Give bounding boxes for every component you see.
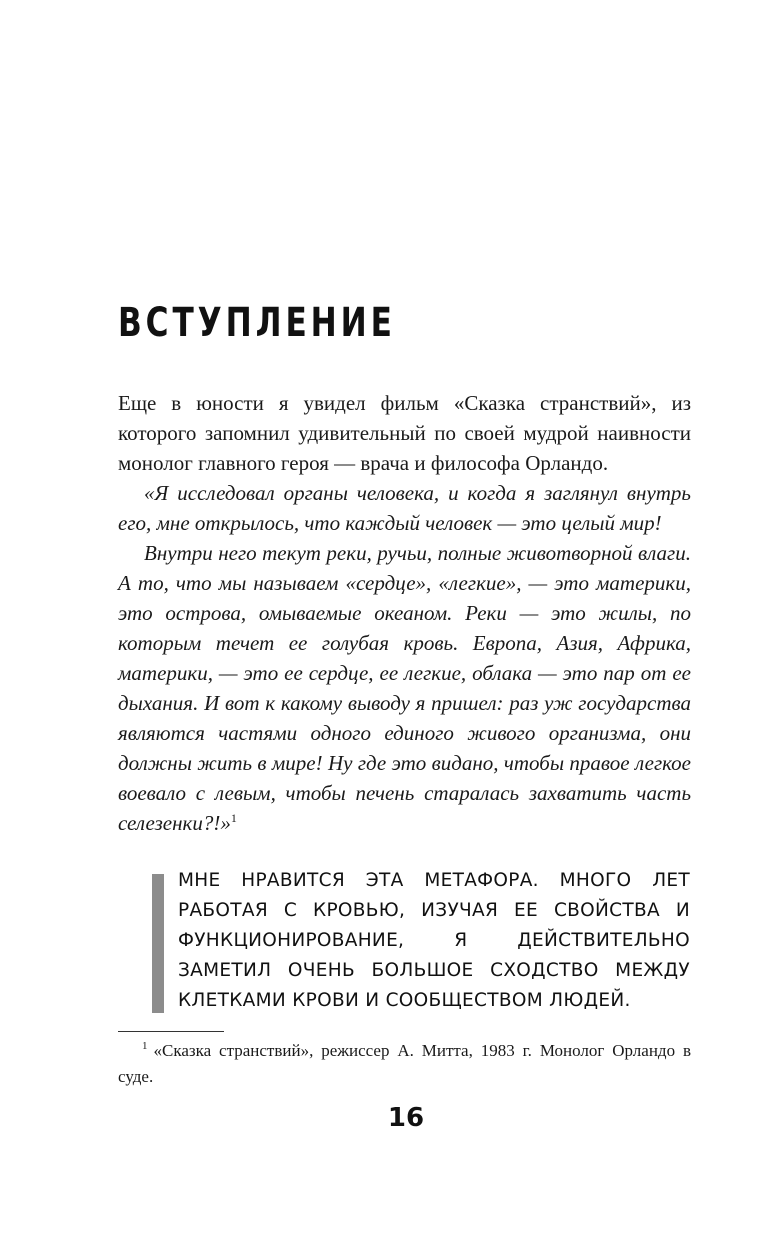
footnote-number: 1 [142,1040,148,1053]
callout-text: МНЕ НРАВИТСЯ ЭТА МЕТАФОРА. МНОГО ЛЕТ РАБОТАЯ С КРОВЬЮ, ИЗУЧАЯ ЕЕ СВОЙСТВА И ФУНКЦИОНИРОВАНИЕ, Я ДЕЙСТВИТЕЛЬНО ЗАМЕТИЛ ОЧЕНЬ БОЛЬШОЕ СХОДСТВО МЕЖДУ КЛЕТКАМИ КРОВИ И СООБЩЕСТВОМ ЛЮДЕЙ. [178,870,690,1011]
callout-block [152,866,692,1014]
intro-paragraph: Еще в юности я увидел фильм «Сказка странствий», из которого запомнил удивительный по своей мудрой наивности монолог главного героя — врача и философа Орландо. [118,391,691,475]
quote-paragraph-1: «Я исследовал органы человека, и когда я заглянул внутрь его, мне открылось, что каждый человек — это целый мир! [118,481,691,535]
footnote-text: «Сказка странствий», режиссер А. Митта, 1983 г. Монолог Орландо в суде. [118,1041,691,1086]
body-text [118,388,691,838]
page-number: 16 [387,1103,425,1133]
footnote-divider [118,1031,224,1032]
quote-paragraph-2 [118,538,691,838]
footnote [118,1038,691,1090]
footnote-reference[interactable]: 1 [230,811,237,825]
callout-accent-bar [152,874,164,1013]
chapter-title: ВСТУПЛЕНИЕ [118,300,396,346]
quote-paragraph-2-text: Внутри него текут реки, ручьи, полные животворной влаги. А то, что мы называем «сердце», «легкие», — это материки, это острова, омываемые океаном. Реки — это жилы, по которым течет ее голубая кровь. Европа, Азия, Африка, материки, — это ее сердце, ее легкие, облака — это пар от ее дыхания. И вот к какому выводу я пришел: раз уж государства являются частями одного единого живого организма, они должны жить в мире! Ну где это видано, чтобы правое легкое воевало с левым, чтобы печень старалась захватить часть селезенки?!» [118,541,691,835]
